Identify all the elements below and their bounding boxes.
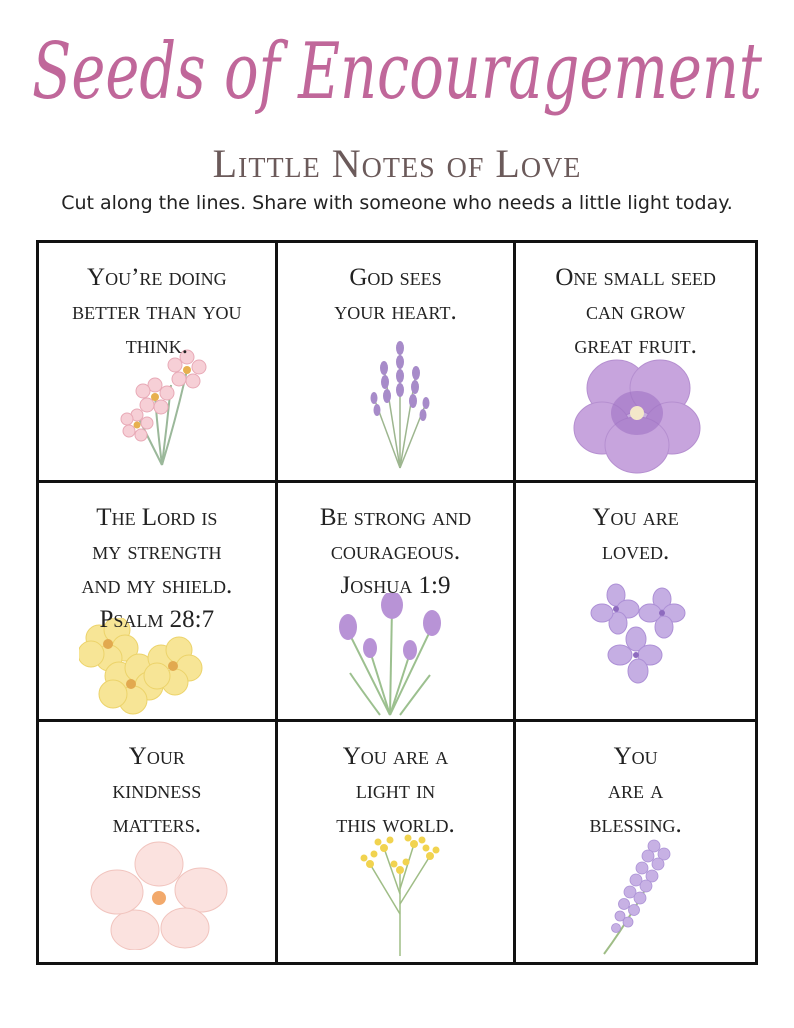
peach-blossom-icon: [89, 840, 229, 950]
yellow-wildflower-icon: [350, 834, 450, 959]
note-card: [516, 483, 755, 723]
card-message: Be strong and courageous. Joshua 1:9: [319, 503, 472, 599]
note-card: [278, 722, 517, 962]
note-card: [278, 243, 517, 483]
card-message: One small seed can grow great fruit.: [555, 264, 716, 359]
note-card: [39, 243, 278, 483]
card-message: You are a blessing.: [589, 743, 682, 839]
note-card: [516, 722, 755, 962]
card-message: You’re doing better than you think.: [72, 264, 242, 359]
card-grid: [36, 240, 758, 965]
lilac-sprig-icon: [594, 832, 684, 957]
card-message: You are a light in this world.: [336, 743, 455, 839]
purple-tulips-icon: [330, 593, 450, 718]
card-message: The Lord is my strength and my shield. Psalm 28:7: [81, 503, 233, 633]
card-message: Your kindness matters.: [112, 743, 202, 839]
card-message: God sees your heart.: [334, 264, 457, 325]
note-card: [278, 483, 517, 723]
lavender-sprig-icon: [360, 328, 440, 473]
subtitle: Little Notes of Love: [212, 141, 582, 186]
card-message: You are loved.: [592, 503, 679, 565]
note-card: [39, 722, 278, 962]
lilac-blossoms-icon: [582, 583, 692, 698]
title-text: Seeds of Encouragement: [32, 27, 763, 117]
purple-pansy-icon: [572, 353, 702, 478]
note-card: [39, 483, 278, 723]
instructions: Cut along the lines. Share with someone who needs a little light today.: [61, 192, 733, 214]
note-card: [516, 243, 755, 483]
script-title: [0, 6, 794, 138]
